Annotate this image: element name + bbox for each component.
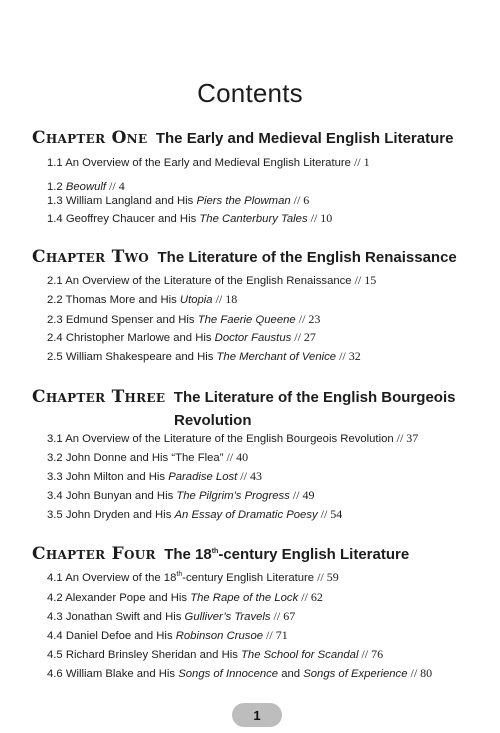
chapter-title: The Early and Medieval English Literature: [155, 130, 454, 147]
toc-entry: 3.2 John Donne and His “The Flea” // 40: [47, 450, 249, 464]
toc-entry: 1.2 Beowulf // 4: [47, 179, 125, 193]
toc-entry: 2.3 Edmund Spenser and His The Faerie Queene // 23: [47, 312, 321, 326]
toc-entry: 1.3 William Langland and His Piers the Plowman // 6: [47, 193, 310, 207]
toc-entry: 4.1 An Overview of the 18th-century English Literature // 59: [47, 570, 339, 584]
chapter-heading-4: [32, 544, 480, 564]
toc-entry: 4.2 Alexander Pope and His The Rape of the Lock // 62: [47, 590, 323, 604]
toc-entry: 2.2 Thomas More and His Utopia // 18: [47, 292, 238, 306]
toc-entry: 2.1 An Overview of the Literature of the English Renaissance // 15: [47, 273, 377, 287]
page-number-badge: 1: [232, 703, 282, 727]
chapter-heading-2: [32, 247, 480, 267]
chapter-label: Chapter Four: [32, 544, 156, 564]
toc-entry: 2.4 Christopher Marlowe and His Doctor Faustus // 27: [47, 330, 316, 344]
chapter-title: The Literature of the English Renaissance: [157, 249, 457, 266]
toc-entry: 4.5 Richard Brinsley Sheridan and His The School for Scandal // 76: [47, 647, 384, 661]
chapter-title-continued: Revolution: [174, 412, 252, 429]
toc-entry: 1.4 Geoffrey Chaucer and His The Canterbury Tales // 10: [47, 211, 333, 225]
toc-entry: 4.4 Daniel Defoe and His Robinson Crusoe // 71: [47, 628, 288, 642]
chapter-heading-1: [32, 128, 480, 148]
toc-entry: 4.6 William Blake and His Songs of Innocence and Songs of Experience // 80: [47, 666, 433, 680]
page-title: Contents: [197, 78, 303, 108]
toc-entry: 1.1 An Overview of the Early and Medieval English Literature // 1: [47, 155, 370, 169]
chapter-heading-3: [32, 387, 480, 407]
toc-entry: 3.1 An Overview of the Literature of the English Bourgeois Revolution // 37: [47, 431, 419, 445]
toc-entry: 3.4 John Bunyan and His The Pilgrim’s Progress // 49: [47, 488, 315, 502]
toc-entry: 3.3 John Milton and His Paradise Lost // 43: [47, 469, 262, 483]
chapter-title: The 18th-century English Literature: [164, 546, 410, 563]
toc-entry: 2.5 William Shakespeare and His The Merchant of Venice // 32: [47, 349, 361, 363]
chapter-label: Chapter Two: [32, 247, 150, 267]
chapter-title: The Literature of the English Bourgeois: [173, 389, 456, 406]
chapter-label: Chapter Three: [32, 387, 166, 407]
toc-entry: 4.3 Jonathan Swift and His Gulliver’s Travels // 67: [47, 609, 296, 623]
chapter-label: Chapter One: [32, 128, 148, 148]
toc-entry: 3.5 John Dryden and His An Essay of Dramatic Poesy // 54: [47, 507, 343, 521]
